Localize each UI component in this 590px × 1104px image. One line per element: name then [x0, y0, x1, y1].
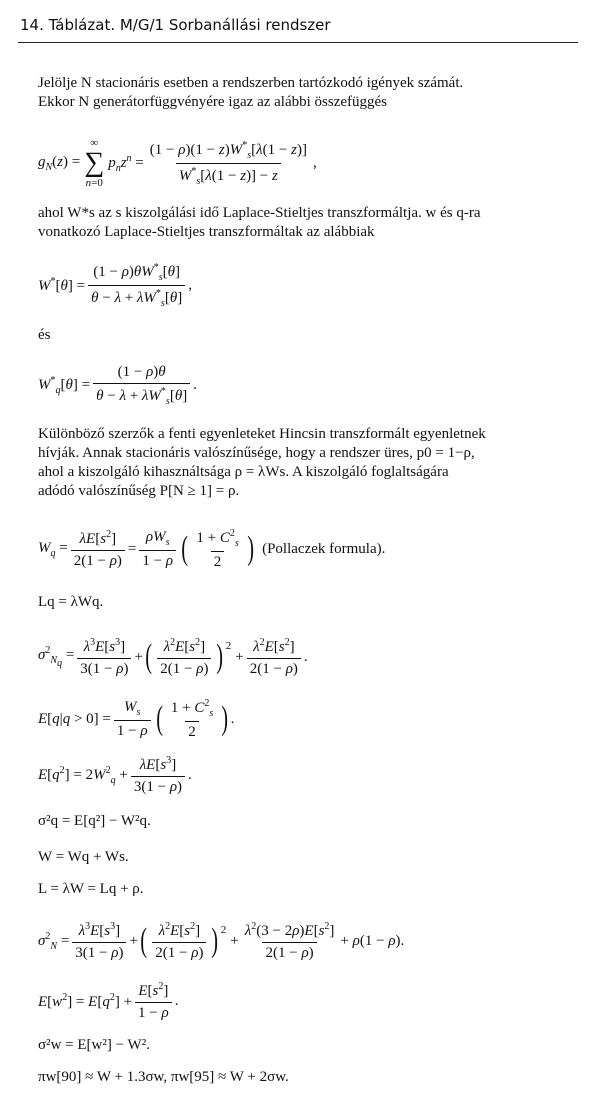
authors-line-4: adódó valószínűség P[N ≥ 1] = ρ. [38, 483, 240, 499]
es-text: és [38, 327, 51, 343]
authors-line-2: hívják. Annak stacionáris valószínűsége, hogy a rendszer üres, p0 = 1−ρ, [38, 445, 475, 461]
w-formula: W = Wq + Ws. [38, 849, 129, 865]
pollaczek-formula: $W_q$ = $\frac{\lambda E[s^2]}{2(1 - \rho)}$ = $\frac{\rho W_s}{1 - \rho}$ ( $\frac{1 + C^2_s}{2}$ ) (Pollaczek formula). [38, 527, 386, 570]
pollaczek-label: (Pollaczek formula). [262, 540, 386, 557]
eq-squared-formula: $E[q^2] = 2W^2_q$ + $\frac{\lambda E[s^3]}{3(1 - \rho)}$ . [38, 754, 192, 795]
sigma-q-formula: σ²q = E[q²] − W²q. [38, 813, 151, 829]
page-header [18, 14, 578, 43]
generating-function-formula: $g_N(z)$ = ∞ ∑ n=0 $p_nz^n$ = $\frac{(1 - \rho)(1 - z)W^*_s[\lambda(1 - z)]}{W^*_s[\lambda(1 - z)] - z}$ , [38, 137, 317, 189]
intro-line-2: Ekkor N generátorfüggvényére igaz az alábbi összefüggés [38, 94, 388, 110]
ew-squared-formula: $E[w^2] = E[q^2]$ + $\frac{E[s^2]}{1 - \rho}$ . [38, 980, 179, 1021]
sigma-nq-formula: $\sigma^2_{N_q}$ = $\frac{\lambda^3E[s^3]}{3(1 - \rho)}$ + ( $\frac{\lambda^2E[s^2]}{2(1 - \rho)}$ ) 2 + $\frac{\lambda^2E[s^2]}{2(1 - \rho)}$ . [38, 636, 308, 677]
l-formula: L = λW = Lq + ρ. [38, 881, 144, 897]
intro-line-1: Jelölje N stacionáris esetben a rendszerben tartózkodó igények számát. [38, 75, 464, 91]
page-title: 14. Táblázat. M/G/1 Sorbanállási rendszer [20, 16, 331, 34]
pi-w-formula: πw[90] ≈ W + 1.3σw, πw[95] ≈ W + 2σw. [38, 1069, 289, 1085]
authors-line-3: ahol a kiszolgáló kihasználtsága ρ = λWs. A kiszolgáló foglaltságára [38, 464, 449, 480]
conditional-q-formula: E[q|q > 0] = $\frac{W_s}{1 - \rho}$ ( $\frac{1 + C^2_s}{2}$ ) . [38, 697, 235, 740]
laplace-line-2: vonatkozó Laplace-Stieltjes transzformáltak az alábbiak [38, 224, 375, 240]
lq-formula: Lq = λWq. [38, 594, 104, 610]
laplace-line-1: ahol W*s az s kiszolgálási idő Laplace-Stieltjes transzformáltja. w és q-ra [38, 205, 481, 221]
wq-star-formula: $W^*_q[\theta]$ = $\frac{(1 - \rho)\theta}{\theta - \lambda + \lambda W^*_s[\theta]}$ . [38, 363, 197, 407]
w-star-formula: W*[θ] = $\frac{(1 - \rho)\theta W^*_s[\theta]}{\theta - \lambda + \lambda W^*_s[\theta]}$ , [38, 261, 192, 309]
sigma-w-formula: σ²w = E[w²] − W². [38, 1037, 150, 1053]
authors-line-1: Különböző szerzők a fenti egyenleteket Hincsin transzformált egyenletnek [38, 426, 486, 442]
sigma-n-formula: $\sigma^2_N$ = $\frac{\lambda^3E[s^3]}{3(1 - \rho)}$ + ( $\frac{\lambda^2E[s^2]}{2(1 - \rho)}$ ) 2 + $\frac{\lambda^2(3 - 2\rho)E[s^2]}{2(1 - \rho)}$ + ρ(1 − ρ). [38, 920, 405, 961]
